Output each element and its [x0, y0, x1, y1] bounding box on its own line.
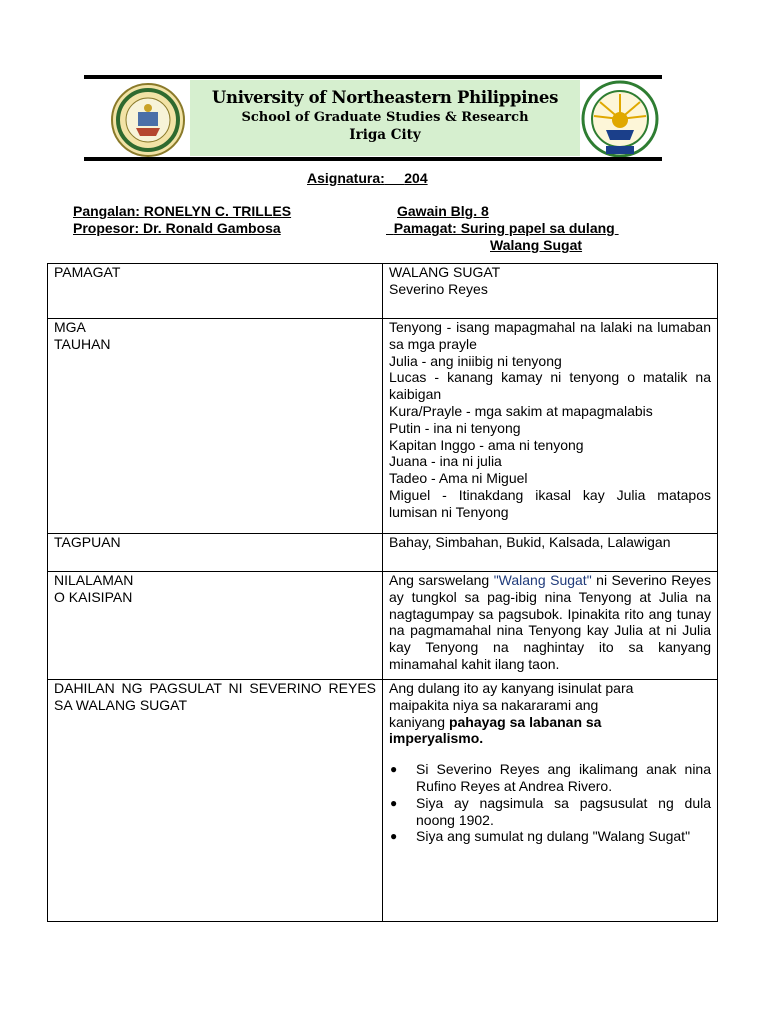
subject-value: 204	[404, 170, 428, 186]
character-item: Kapitan Inggo - ama ni tenyong	[389, 436, 584, 453]
university-seal-logo	[108, 82, 188, 158]
pamagat-author: Severino Reyes	[389, 280, 488, 297]
character-item: Tadeo - Ama ni Miguel	[389, 470, 528, 487]
label-nilalaman-2: O KAISIPAN	[54, 588, 133, 605]
value-dahilan	[383, 680, 718, 922]
tagpuan-text: Bahay, Simbahan, Bukid, Kalsada, Lalawigan	[389, 534, 671, 550]
bullet-item: ● Si Severino Reyes ang ikalimang anak nina Rufino Reyes at Andrea Rivero.	[416, 761, 711, 795]
pamagat-title: WALANG SUGAT	[389, 264, 501, 280]
label-pamagat	[48, 264, 383, 319]
label-tagpuan-text: TAGPUAN	[54, 534, 121, 550]
character-item: Miguel - Itinakdang ikasal kay Julia matapos lumisan ni Tenyong	[389, 486, 711, 520]
value-nilalaman	[383, 572, 718, 680]
label-dahilan-text: DAHILAN NG PAGSULAT NI SEVERINO REYES SA WALANG SUGAT	[54, 680, 376, 713]
title-line-1-text: Pamagat: Suring papel sa dulang	[393, 220, 615, 236]
character-item: Juana - ina ni julia	[389, 453, 502, 470]
bullet-item: ● Siya ang sumulat ng dulang "Walang Sugat"	[416, 828, 711, 845]
dahilan-intro-line: Ang dulang ito ay kanyang isinulat para	[389, 680, 634, 696]
activity-number: Gawain Blg. 8	[397, 203, 489, 219]
dahilan-intro-line: maipakita niya sa nakararami ang	[389, 696, 599, 713]
graduate-studies-logo	[578, 80, 662, 158]
label-tagpuan	[48, 534, 383, 572]
dahilan-intro-bold: pahayag sa labanan sa	[448, 713, 602, 730]
analysis-table	[47, 263, 718, 922]
header-top-rule	[84, 75, 662, 79]
university-name: University of Northeastern Philippines	[211, 88, 559, 107]
label-tauhan-2: TAUHAN	[54, 335, 111, 352]
value-pamagat	[383, 264, 718, 319]
nilalaman-text-before: Ang sarswelang	[389, 572, 494, 588]
label-dahilan	[48, 680, 383, 922]
dahilan-intro-line	[389, 714, 711, 731]
character-item: Lucas - kanang kamay ni tenyong o matalik na kaibigan	[389, 369, 711, 403]
header-bottom-rule	[84, 157, 662, 161]
character-item: Putin - ina ni tenyong	[389, 419, 521, 436]
label-tauhan-1: MGA	[54, 319, 86, 335]
subject-label: Asignatura:	[307, 170, 385, 186]
label-nilalaman	[48, 572, 383, 680]
professor-name: Propesor: Dr. Ronald Gambosa	[73, 220, 281, 236]
bullet-item: ● Siya ay nagsimula sa pagsusulat ng dula noong 1902.	[416, 795, 711, 829]
header-banner	[190, 80, 580, 156]
value-tagpuan	[383, 534, 718, 572]
nilalaman-text-after: ni Severino Reyes ay tungkol sa pag-ibig nina Tenyong at Julia na nagtagumpay sa pagsubok. Ipinakita rito ang tunay na pagmamahal nina Tenyong kay Julia at ni Julia kay Tenyong na naghintay ito sa kanyang minamahal kahit ilang taon.	[389, 572, 711, 672]
row-tauhan	[48, 319, 718, 534]
character-item: Julia - ang iniibig ni tenyong	[389, 352, 562, 369]
city-name: Iriga City	[349, 127, 421, 143]
row-nilalaman	[48, 572, 718, 680]
title-line-2: Walang Sugat	[490, 237, 583, 253]
row-pamagat	[48, 264, 718, 319]
value-tauhan	[383, 319, 718, 534]
school-name: School of Graduate Studies & Research	[241, 110, 529, 125]
character-item: Kura/Prayle - mga sakim at mapagmalabis	[389, 402, 653, 419]
subject-line	[307, 170, 428, 186]
dahilan-intro-normal: kaniyang	[389, 713, 449, 730]
label-nilalaman-1: NILALAMAN	[54, 572, 134, 588]
label-tauhan	[48, 319, 383, 534]
character-item: Tenyong - isang mapagmahal na lalaki na lumaban sa mga prayle	[389, 319, 711, 352]
dahilan-intro-bold-line: imperyalismo.	[389, 730, 484, 747]
row-dahilan	[48, 680, 718, 922]
dahilan-bullet-list	[389, 761, 711, 845]
label-pamagat-text: PAMAGAT	[54, 264, 121, 280]
nilalaman-quote: "Walang Sugat"	[493, 572, 592, 588]
title-line-1	[386, 220, 619, 236]
row-tagpuan	[48, 534, 718, 572]
student-name: Pangalan: RONELYN C. TRILLES	[73, 203, 292, 219]
